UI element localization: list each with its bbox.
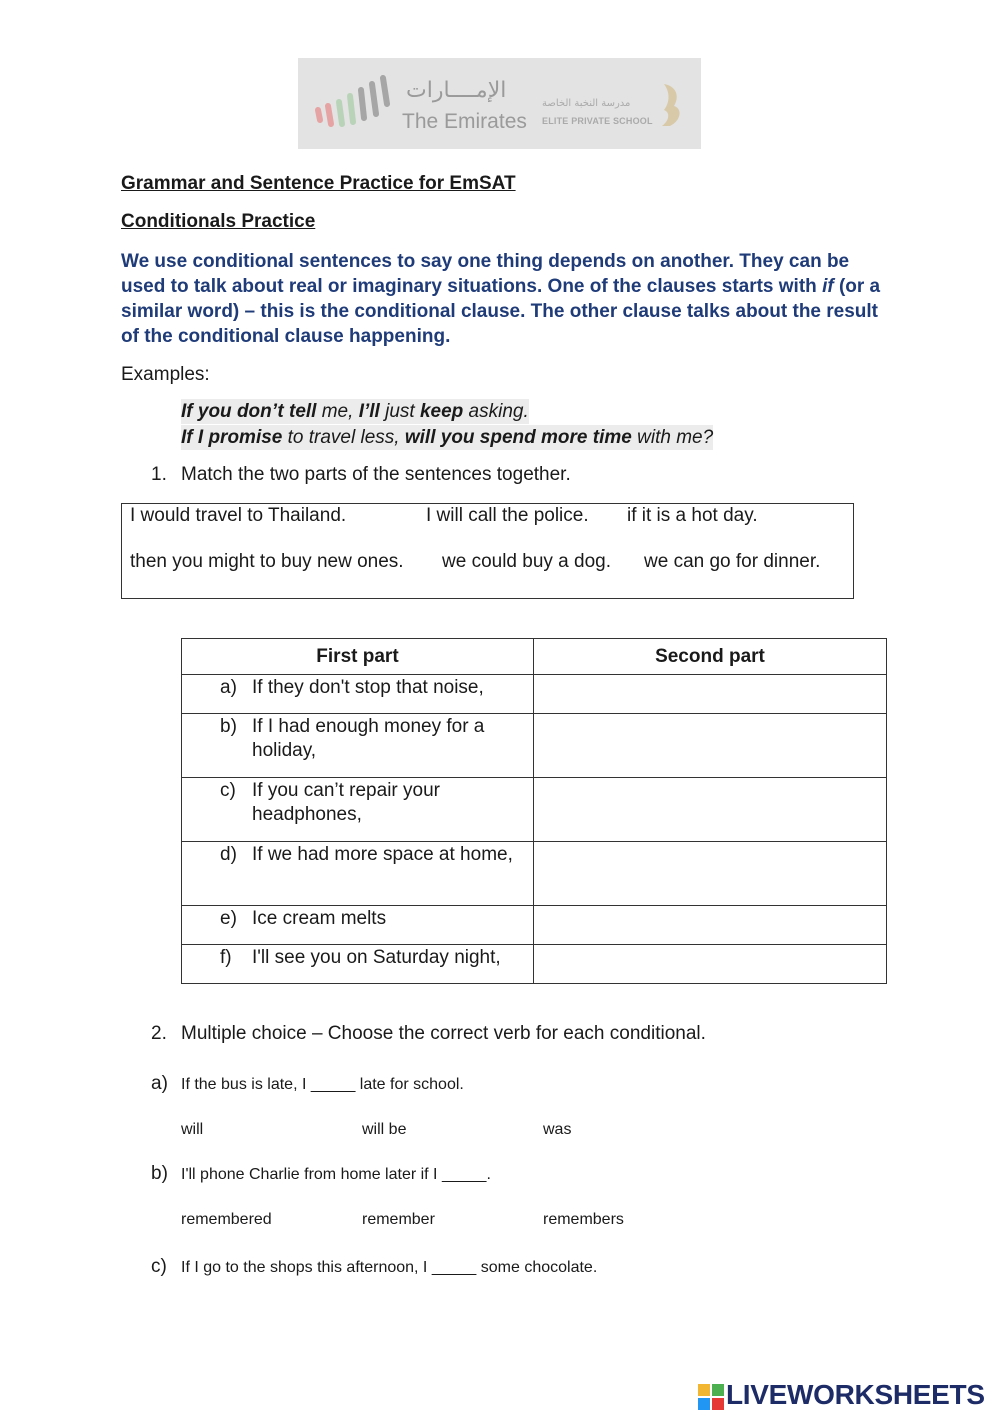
liveworksheets-logo-icon <box>698 1384 724 1410</box>
word-bank-item[interactable]: we can go for dinner. <box>644 551 821 572</box>
row-text: If I had enough money for a holiday, <box>252 716 485 761</box>
ex2-part: with me? <box>631 427 714 448</box>
matching-table <box>181 638 887 984</box>
watermark-text: LIVEWORKSHEETS <box>726 1379 985 1410</box>
mc-option[interactable]: will <box>181 1121 204 1138</box>
ex1-part: me, <box>316 401 359 422</box>
word-bank-item[interactable]: then you might to buy new ones. <box>130 551 404 572</box>
ex2-part: to travel less, <box>282 427 405 448</box>
logo-english-name: The Emirates <box>402 110 527 133</box>
row-text: Ice cream melts <box>252 908 387 929</box>
row-letter: c) <box>220 780 236 801</box>
row-letter: b) <box>220 716 237 737</box>
row-letter: a) <box>220 677 237 698</box>
question-1-number: 1. <box>151 464 167 485</box>
row-letter: e) <box>220 908 237 929</box>
school-emblem-icon <box>656 80 686 130</box>
answer-drop-cell[interactable] <box>533 945 886 984</box>
question-2-text: Multiple choice – Choose the correct verb for each conditional. <box>181 1023 706 1044</box>
mc-option[interactable]: remembered <box>181 1211 272 1228</box>
row-text: If they don't stop that noise, <box>252 677 484 698</box>
mc-question-a <box>151 1073 464 1095</box>
row-text: If you can’t repair your headphones, <box>252 780 440 825</box>
mc-option[interactable]: remembers <box>543 1211 624 1228</box>
answer-drop-cell[interactable] <box>533 778 886 842</box>
mc-question-c <box>151 1256 597 1278</box>
first-part-cell <box>182 842 534 906</box>
row-letter: d) <box>220 844 237 865</box>
mc-sentence: If the bus is late, I _____ late for school. <box>181 1076 464 1093</box>
school-logo <box>298 58 701 149</box>
answer-drop-cell[interactable] <box>533 714 886 778</box>
mc-option[interactable]: will be <box>362 1121 407 1138</box>
first-part-cell <box>182 906 534 945</box>
mc-sentence: If I go to the shops this afternoon, I _____ some chocolate. <box>181 1259 598 1276</box>
answer-drop-cell[interactable] <box>533 842 886 906</box>
row-text: If we had more space at home, <box>252 844 513 865</box>
logo-school-arabic: مدرسة النخبة الخاصة <box>542 98 631 109</box>
worksheet-title: Grammar and Sentence Practice for EmSAT <box>121 173 516 194</box>
word-bank-item[interactable]: we could buy a dog. <box>442 551 612 572</box>
first-part-cell <box>182 714 534 778</box>
worksheet-subtitle: Conditionals Practice <box>121 211 316 232</box>
intro-text-start: We use conditional sentences to say one thing depends on another. They can be used to talk about real or imaginary situations. One of the clauses starts with <box>121 251 850 297</box>
word-bank-item[interactable]: I will call the police. <box>426 505 589 526</box>
row-letter: f) <box>220 947 232 968</box>
ex1-part: If you don’t tell <box>181 401 317 422</box>
ex1-part: keep <box>419 401 464 422</box>
first-part-cell <box>182 945 534 984</box>
ex2-part: will you spend more time <box>404 427 632 448</box>
ex1-part: just <box>379 401 420 422</box>
intro-paragraph <box>121 249 881 349</box>
word-bank-box <box>121 503 854 599</box>
mc-letter: c) <box>151 1256 167 1277</box>
mc-option[interactable]: remember <box>362 1211 435 1228</box>
question-1-heading <box>151 464 571 486</box>
intro-text-end: (or a similar word) – this is the conditional clause. The other clause talks about the result of the conditional clause happening. <box>121 276 881 347</box>
mc-letter: a) <box>151 1073 168 1094</box>
question-2-number: 2. <box>151 1023 167 1044</box>
question-2-heading <box>151 1023 706 1045</box>
question-1-text: Match the two parts of the sentences together. <box>181 464 571 485</box>
intro-if-word: if <box>822 276 834 297</box>
column-header-second-part: Second part <box>533 639 886 675</box>
logo-school-english: ELITE PRIVATE SCHOOL <box>542 116 653 126</box>
liveworksheets-watermark <box>698 1379 985 1411</box>
mc-letter: b) <box>151 1163 168 1184</box>
example-sentence-2 <box>181 425 713 450</box>
mc-option[interactable]: was <box>543 1121 572 1138</box>
answer-drop-cell[interactable] <box>533 906 886 945</box>
ex1-part: asking. <box>463 401 529 422</box>
first-part-cell <box>182 778 534 842</box>
mc-sentence: I'll phone Charlie from home later if I _____. <box>181 1166 491 1183</box>
column-header-first-part: First part <box>182 639 534 675</box>
row-text: I'll see you on Saturday night, <box>252 947 501 968</box>
mc-question-b <box>151 1163 491 1185</box>
flag-bars-icon <box>314 74 392 134</box>
word-bank-item[interactable]: if it is a hot day. <box>627 505 758 526</box>
answer-drop-cell[interactable] <box>533 675 886 714</box>
word-bank-item[interactable]: I would travel to Thailand. <box>130 505 347 526</box>
examples-label: Examples: <box>121 364 210 385</box>
ex2-part: If I promise <box>181 427 283 448</box>
logo-arabic-name: الإمــــارات <box>406 78 507 103</box>
first-part-cell <box>182 675 534 714</box>
example-sentence-1 <box>181 399 529 424</box>
ex1-part: I’ll <box>358 401 380 422</box>
